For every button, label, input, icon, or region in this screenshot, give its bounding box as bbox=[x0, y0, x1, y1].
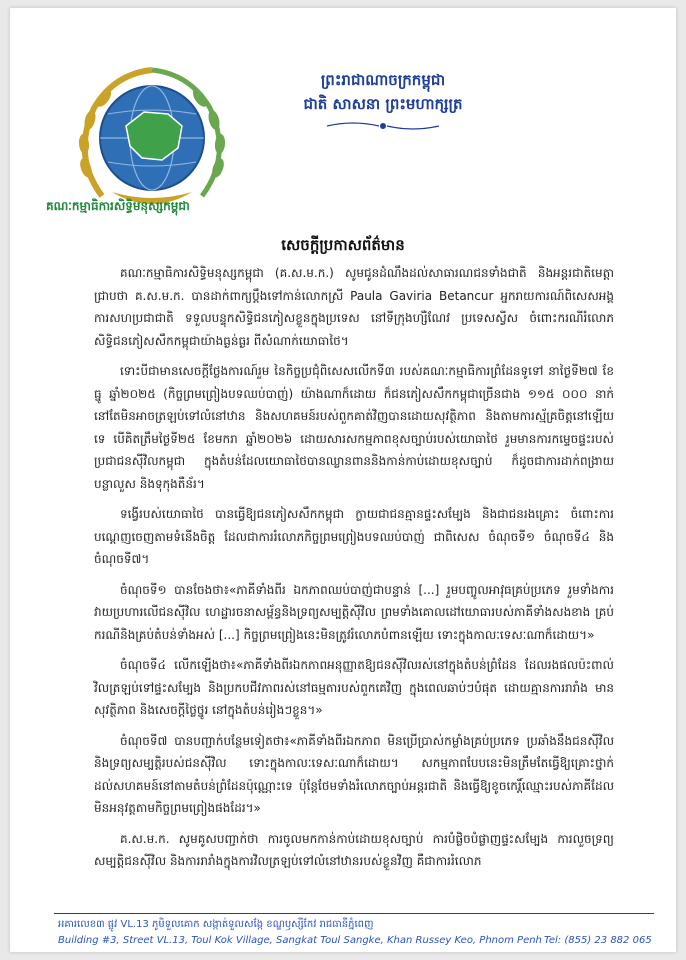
paragraph: ទោះបីជាមានសេចក្ដីថ្លែងការណ៍រួម នៃកិច្ចប្រជុំពិសេសលើកទី៣ របស់គណៈកម្មាធិការព្រំដែនទូទៅ នាថ្ងៃទី២៧ ខែធ្នូ ឆ្នាំ២០២៥ (កិច្ចព្រមព្រៀងបទឈប់បាញ់) យ៉ាងណាក៏ដោយ ក៏ជនភៀសសឹកកម្ពុជាច្រើនជាង ១១៥ ០០០ នាក់ នៅតែមិនអាចត្រឡប់ទៅលំនៅឋាន និងសហគមន៍របស់ពួកគាត់វិញបានដោយសុវត្ថិភាព និងតាមការស្ម័គ្រចិត្តនៅឡើយទេ បើគិតត្រឹមថ្ងៃទី២៥ ខែមករា ឆ្នាំ២០២៦ ដោយសារសកម្មភាពខុសច្បាប់របស់យោធាថៃ រួមមានការកម្ទេចផ្ទះរបស់ប្រជាជនស៊ីវិលកម្ពុជា ក្នុងតំបន់ដែលយោធាថៃបានឈ្លានពាននិងកាន់កាប់ដោយខុសច្បាប់ ក៏ដូចជាការដាក់ពង្រាយបន្លាលួស និងទុកុងតឺន័រ។ bbox=[94, 364, 614, 491]
footer-divider bbox=[54, 913, 654, 914]
kingdom-heading bbox=[278, 68, 488, 132]
paragraph: គណៈកម្មាធិការសិទ្ធិមនុស្សកម្ពុជា (គ.ស.ម.ក.) សូមជូនដំណឹងដល់សាធារណជនទាំងជាតិ និងអន្តរជាតិមេត្តាជ្រាបថា គ.ស.ម.ក. បានដាក់ពាក្យប្ដឹងទៅកាន់លោកស្រី Paula Gaviria Betancur អ្នករាយការណ៍ពិសេសអង្គការសហប្រជាជាតិ ទទួលបន្ទុកសិទ្ធិជនភៀសខ្លួនក្នុងប្រទេស នៅទីក្រុងហ្សឺណែវ ប្រទេសស្វីស ចំពោះករណីរំលោភសិទ្ធិជនភៀសសឹកកម្ពុជាយ៉ាងធ្ងន់ធ្ងរ ពីសំណាក់យោធាថៃ។ bbox=[94, 266, 614, 348]
footer-address-english: Building #3, Street VL.13, Toul Kok Village, Sangkat Toul Sangke, Khan Russey Keo, Phnom Penh bbox=[58, 935, 542, 946]
organization-name: គណៈកម្មាធិការសិទ្ធិមនុស្សកម្ពុជា bbox=[46, 199, 190, 213]
footer-address-khmer: អគារលេខ៣ ផ្លូវ VL.13 ភូមិទួលគោក សង្កាត់ទួលសង្កែ ខណ្ឌឫស្សីកែវ រាជធានីភ្នំពេញ bbox=[58, 919, 374, 930]
document-title: សេចក្ដីប្រកាសព័ត៌មាន bbox=[281, 236, 405, 254]
footer-phone: Tel: (855) 23 882 065 bbox=[544, 935, 652, 946]
document-body bbox=[94, 262, 614, 881]
paragraph: ចំណុចទី៤ លើកឡើងថា៖«ភាគីទាំងពីរឯកភាពអនុញ្ញាតឱ្យជនស៊ីវិលរស់នៅក្នុងតំបន់ព្រំដែន ដែលរងផលប៉ះពាល់ វិលត្រឡប់ទៅផ្ទះសម្បែង និងប្រកបជីវភាពរស់នៅធម្មតារបស់ពួកគេវិញ ក្នុងពេលឆាប់ៗបំផុត ដោយគ្មានការរារាំង មានសុវត្ថិភាព និងសេចក្ដីថ្លៃថ្នូរ នៅក្នុងតំបន់រៀងៗខ្លួន។» bbox=[94, 658, 614, 717]
paragraph: ចំណុចទី១ បានចែងថា៖«ភាគីទាំងពីរ ឯកភាពឈប់បាញ់ជាបន្ទាន់ [...] រួមបញ្ចូលអាវុធគ្រប់ប្រភេទ រួមទាំងការវាយប្រហារលើជនស៊ីវិល ហេដ្ឋារចនាសម្ព័ន្ធនិងទ្រព្យសម្បត្តិស៊ីវិល ព្រមទាំងគោលដៅយោធារបស់ភាគីទាំងសងខាង គ្រប់ករណីនិងគ្រប់តំបន់ទាំងអស់ [...] កិច្ចព្រមព្រៀងនេះមិនត្រូវរំលោភបំពានឡើយ ទោះក្នុងកាលៈទេសៈណាក៏ដោយ។» bbox=[94, 582, 614, 642]
motto-divider bbox=[323, 120, 443, 132]
paragraph: ទង្វើរបស់យោធាថៃ បានធ្វើឱ្យជនភៀសសឹកកម្ពុជា ក្លាយជាជនគ្មានផ្ទះសម្បែង និងជាជនរងគ្រោះ ចំពោះការបណ្ដេញចេញតាមទំនើងចិត្ត ដែលជាការរំលោភកិច្ចព្រមព្រៀងបទឈប់បាញ់ ជាពិសេស ចំណុចទី១ ចំណុចទី៤ និងចំណុចទី៧។ bbox=[94, 507, 614, 566]
paragraph: គ.ស.ម.ក. សូមគូសបញ្ជាក់ថា ការចូលមកកាន់កាប់ដោយខុសច្បាប់ ការបំផ្លិចបំផ្លាញផ្ទះសម្បែង ការលួចទ្រព្យសម្បត្តិជនស៊ីវិល និងការរារាំងក្នុងការវិលត្រឡប់ទៅលំនៅឋានរបស់ខ្លួនវិញ គឺជាការរំលោភ bbox=[94, 831, 614, 868]
national-motto: ជាតិ សាសនា ព្រះមហាក្សត្រ bbox=[303, 95, 463, 113]
kingdom-name: ព្រះរាជាណាចក្រកម្ពុជា bbox=[320, 71, 446, 89]
letter-page bbox=[10, 8, 676, 952]
paragraph: ចំណុចទី៧ បានបញ្ជាក់បន្ថែមទៀតថា៖«ភាគីទាំងពីរឯកភាព មិនប្រើប្រាស់កម្លាំងគ្រប់ប្រភេទ ប្រឆាំងនឹងជនស៊ីវិល និងទ្រព្យសម្បត្តិរបស់ជនស៊ីវិល ទោះក្នុងកាលៈទេសៈណាក៏ដោយ។ សកម្មភាពបែបនេះមិនត្រឹមតែធ្វើឱ្យគ្រោះថ្នាក់ដល់សហគមន៍នៅតាមតំបន់ព្រំដែនប៉ុណ្ណោះទេ ប៉ុន្តែថែមទាំងរំលោភច្បាប់អន្តរជាតិ និងធ្វើឱ្យខូចកេរ្តិ៍ឈ្មោះរបស់ភាគីដែលមិនអនុវត្តតាមកិច្ចព្រមព្រៀងផងដែរ។» bbox=[94, 733, 614, 815]
